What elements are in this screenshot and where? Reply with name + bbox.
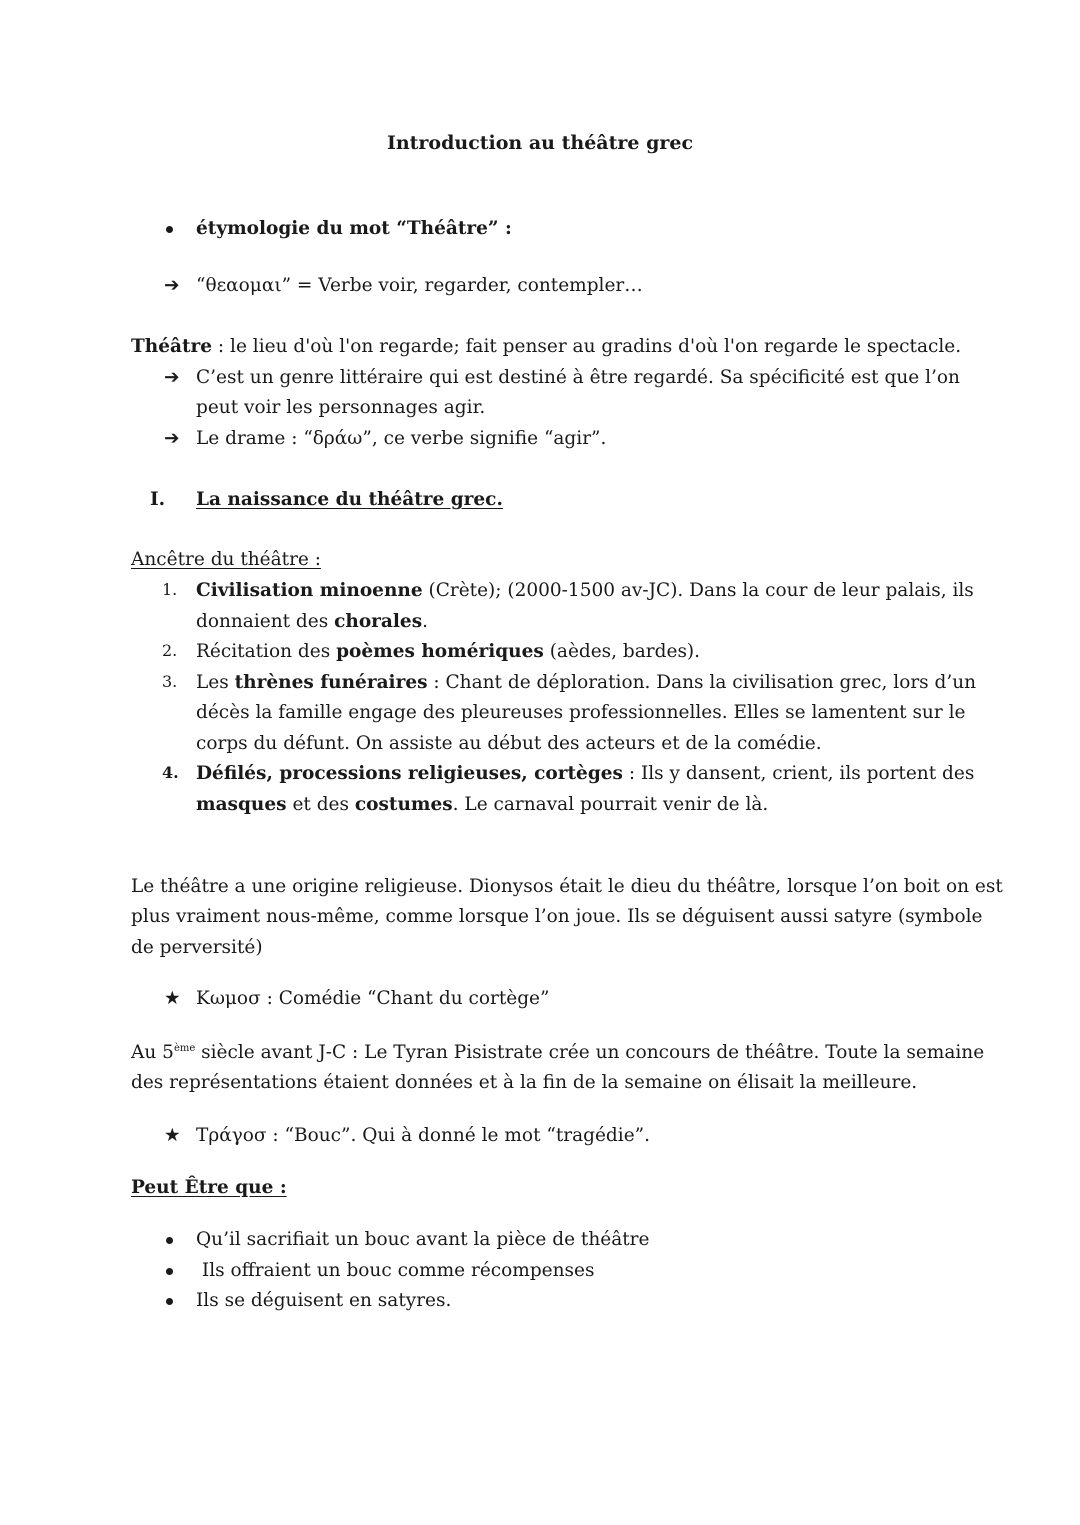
bullet-icon <box>166 1237 173 1244</box>
century-prefix: Au 5 <box>131 1042 174 1063</box>
tragos-text: Τράγοσ : “Bouc”. Qui à donné le mot “tragédie”. <box>196 1125 650 1146</box>
list-number: 1. <box>162 580 178 599</box>
bold-term: chorales <box>334 611 423 632</box>
list-item <box>196 643 700 662</box>
paragraph-line: de perversité) <box>131 937 263 958</box>
list-number: 3. <box>162 672 178 691</box>
list-item-continuation <box>196 613 428 632</box>
list-item <box>196 674 976 693</box>
bold-term: thrènes funéraires <box>234 672 428 693</box>
list-item: Qu’il sacrifiait un bouc avant la pièce de théâtre <box>196 1229 650 1250</box>
bullet-icon <box>166 1298 173 1305</box>
ancestors-label: Ancêtre du théâtre : <box>131 549 321 570</box>
section-numeral: I. <box>150 489 166 510</box>
list-item-continuation: corps du défunt. On assiste au début des acteurs et de la comédie. <box>196 733 822 754</box>
etymology-arrow-text: “θεαομαι” = Verbe voir, regarder, contempler… <box>196 275 643 296</box>
arrow-icon: ➔ <box>164 275 180 296</box>
item-text: : Chant de déploration. Dans la civilisation grec, lors d’un <box>427 672 977 693</box>
item-text: Récitation des <box>196 641 337 662</box>
drame-text: Le drame : “δράω”, ce verbe signifie “agir”. <box>196 428 607 449</box>
paragraph-line: Le théâtre a une origine religieuse. Dionysos était le dieu du théâtre, lorsque l’on boit on est <box>131 876 1003 897</box>
arrow-icon: ➔ <box>164 367 180 388</box>
list-item-continuation: décès la famille engage des pleureuses professionnelles. Elles se lamentent sur le <box>196 702 966 723</box>
fifth-century-line2: des représentations étaient données et à la fin de la semaine on élisait la meilleure. <box>131 1072 918 1093</box>
theatre-term: Théâtre <box>131 336 213 357</box>
list-number: 4. <box>162 763 179 782</box>
list-number: 2. <box>162 641 178 660</box>
item-text: (Crète); (2000-1500 av-JC). Dans la cour de leur palais, ils <box>422 580 974 601</box>
paragraph-line: plus vraiment nous-même, comme lorsque l’on joue. Ils se déguisent aussi satyre (symbole <box>131 906 983 927</box>
star-icon: ★ <box>164 1125 181 1146</box>
genre-text-line2: peut voir les personnages agir. <box>196 397 486 418</box>
list-item-continuation <box>196 796 768 815</box>
item-text: donnaient des <box>196 611 335 632</box>
bullet-icon <box>166 226 173 233</box>
theatre-definition-text: : le lieu d'où l'on regarde; fait penser au gradins d'où l'on regarde le spectacle. <box>212 336 962 357</box>
item-text: (aèdes, bardes). <box>543 641 701 662</box>
item-text: Les <box>196 672 235 693</box>
list-item <box>196 582 974 601</box>
genre-text-line1: C’est un genre littéraire qui est destiné à être regardé. Sa spécificité est que l’on <box>196 367 960 388</box>
list-item: Ils se déguisent en satyres. <box>196 1290 452 1311</box>
bold-term: masques <box>196 794 287 815</box>
list-item: Ils offraient un bouc comme récompenses <box>196 1260 595 1281</box>
theatre-definition <box>131 338 961 357</box>
bullet-icon <box>166 1268 173 1275</box>
fifth-century-line1 <box>131 1044 984 1063</box>
bold-term: poèmes homériques <box>336 641 544 662</box>
century-text: siècle avant J-C : Le Tyran Pisistrate crée un concours de théâtre. Toute la semaine <box>195 1042 985 1063</box>
ordinal-superscript: ème <box>173 1042 196 1054</box>
item-text: : Ils y dansent, crient, ils portent des <box>622 763 975 784</box>
peut-etre-heading: Peut Être que : <box>131 1177 287 1198</box>
item-text: et des <box>286 794 355 815</box>
page-title: Introduction au théâtre grec <box>386 132 694 154</box>
bold-term: costumes <box>354 794 453 815</box>
bold-term: Civilisation minoenne <box>196 580 423 601</box>
star-icon: ★ <box>164 988 181 1009</box>
list-item <box>196 765 974 784</box>
item-text: . <box>422 611 429 632</box>
komos-text: Κωμοσ : Comédie “Chant du cortège” <box>196 988 550 1009</box>
section-heading: La naissance du théâtre grec. <box>196 489 503 510</box>
item-text: . Le carnaval pourrait venir de là. <box>452 794 769 815</box>
arrow-icon: ➔ <box>164 428 180 449</box>
etymology-heading: étymologie du mot “Théâtre” : <box>196 218 512 239</box>
bold-term: Défilés, processions religieuses, cortèges <box>196 763 623 784</box>
